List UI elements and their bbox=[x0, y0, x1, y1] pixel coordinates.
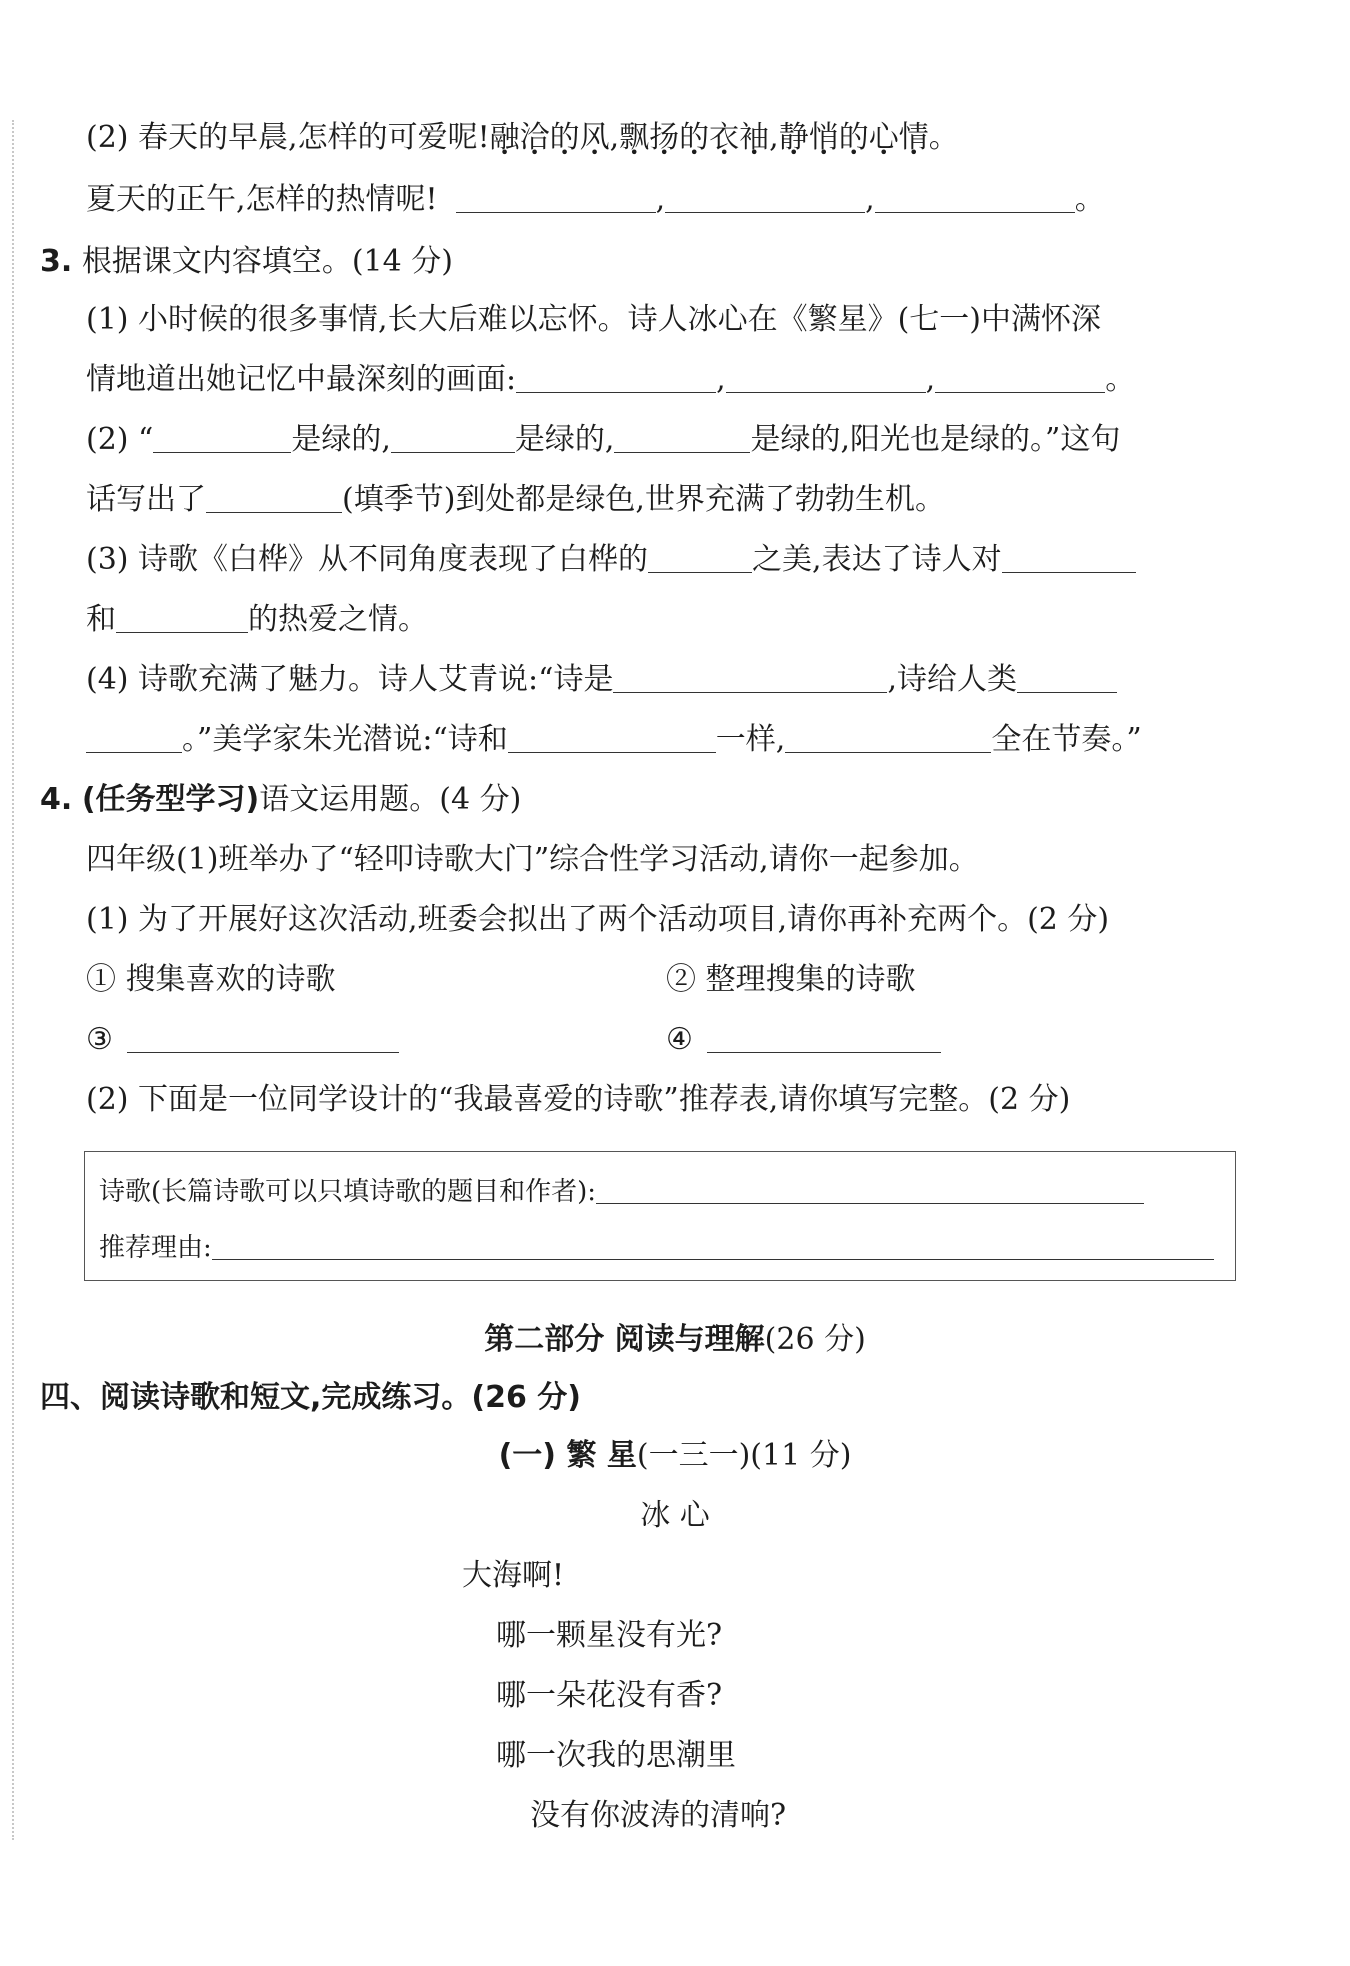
blank[interactable] bbox=[875, 182, 1075, 213]
blank[interactable] bbox=[1017, 662, 1117, 693]
blank[interactable] bbox=[212, 1233, 1214, 1260]
dotted-char: 情 bbox=[898, 120, 929, 155]
blank[interactable] bbox=[648, 542, 752, 573]
blank[interactable] bbox=[613, 662, 887, 693]
q4-item4: ④ bbox=[666, 1018, 941, 1062]
q4-item2: ② 整理搜集的诗歌 bbox=[666, 962, 916, 997]
q4-s1: (1) 为了开展好这次活动,班委会拟出了两个活动项目,请你再补充两个。(2 分) bbox=[86, 902, 1110, 937]
poem-line-2: 哪一颗星没有光? bbox=[496, 1618, 723, 1653]
blank[interactable] bbox=[116, 602, 248, 633]
q3-title: 3. 根据课文内容填空。(14 分) bbox=[40, 244, 453, 279]
blank[interactable] bbox=[508, 722, 716, 753]
blank[interactable] bbox=[86, 722, 182, 753]
q3-p2-b: 话写出了 (填季节)到处都是绿色,世界充满了勃勃生机。 bbox=[86, 482, 945, 517]
blank[interactable] bbox=[785, 722, 991, 753]
dotted-char: 衣 bbox=[709, 120, 740, 155]
recommendation-table bbox=[84, 1151, 1236, 1281]
q4-item3: ③ bbox=[86, 1018, 399, 1062]
blank[interactable] bbox=[127, 1022, 399, 1053]
blank[interactable] bbox=[614, 422, 750, 453]
blank[interactable] bbox=[153, 422, 291, 453]
q3-p1-b: 情地道出她记忆中最深刻的画面: , , 。 bbox=[86, 362, 1136, 397]
poem-line-4: 哪一次我的思潮里 bbox=[496, 1738, 736, 1773]
dotted-char: 悄 bbox=[808, 120, 839, 155]
q4-s2: (2) 下面是一位同学设计的“我最喜爱的诗歌”推荐表,请你填写完整。(2 分) bbox=[86, 1082, 1071, 1117]
dotted-char: 扬 bbox=[649, 120, 680, 155]
poem-line-3: 哪一朵花没有香? bbox=[496, 1678, 723, 1713]
blank[interactable] bbox=[596, 1177, 1144, 1204]
dotted-char: 静 bbox=[778, 120, 809, 155]
dotted-char: 风 bbox=[579, 120, 610, 155]
q3-p4-b: 。”美学家朱光潜说:“诗和 一样, 全在节奏。” bbox=[86, 718, 1142, 762]
sec4-title: 四、阅读诗歌和短文,完成练习。(26 分) bbox=[40, 1380, 582, 1415]
dotted-char: 的 bbox=[838, 120, 869, 155]
dotted-char: 心 bbox=[868, 120, 899, 155]
blank[interactable] bbox=[665, 182, 865, 213]
poem-heading: (一) 繁 星(一三一)(11 分) bbox=[498, 1438, 852, 1473]
dotted-char: , bbox=[609, 120, 620, 155]
blank[interactable] bbox=[206, 482, 342, 513]
margin-dotted-line bbox=[12, 120, 14, 1840]
dotted-char: 飘 bbox=[619, 120, 650, 155]
blank[interactable] bbox=[935, 362, 1105, 393]
q3-p3-a: (3) 诗歌《白桦》从不同角度表现了白桦的 之美,表达了诗人对 bbox=[86, 538, 1136, 582]
part2-title: 第二部分 阅读与理解(26 分) bbox=[484, 1322, 866, 1357]
blank[interactable] bbox=[1002, 542, 1136, 573]
q4-title: 4. (任务型学习)语文运用题。(4 分) bbox=[40, 782, 522, 817]
q3-p1-a: (1) 小时候的很多事情,长大后难以忘怀。诗人冰心在《繁星》(七一)中满怀深 bbox=[86, 302, 1101, 337]
blank[interactable] bbox=[726, 362, 926, 393]
dotted-char: 袖 bbox=[739, 120, 770, 155]
poem-author: 冰 心 bbox=[640, 1498, 710, 1533]
q4-item1: ① 搜集喜欢的诗歌 bbox=[86, 962, 336, 997]
q2-2-line2: 夏天的正午,怎样的热情呢! , , 。 bbox=[86, 182, 1105, 217]
blank[interactable] bbox=[391, 422, 515, 453]
dotted-char: 融 bbox=[489, 120, 520, 155]
box-line-reason: 推荐理由: bbox=[99, 1228, 1214, 1268]
q3-p4-a: (4) 诗歌充满了魅力。诗人艾青说:“诗是 ,诗给人类 bbox=[86, 658, 1117, 702]
poem-line-1: 大海啊! bbox=[462, 1558, 565, 1593]
dotted-char: 的 bbox=[549, 120, 580, 155]
dotted-phrase bbox=[490, 120, 929, 155]
q4-intro: 四年级(1)班举办了“轻叩诗歌大门”综合性学习活动,请你一起参加。 bbox=[86, 842, 979, 877]
dotted-char: , bbox=[769, 120, 779, 155]
q2-2-line1: (2) 春天的早晨,怎样的可爱呢!融洽的风,飘扬的衣袖,静悄的心情。 bbox=[86, 120, 959, 155]
blank[interactable] bbox=[516, 362, 716, 393]
blank[interactable] bbox=[456, 182, 656, 213]
q3-p2-a: (2) “ 是绿的, 是绿的, 是绿的,阳光也是绿的。”这句 bbox=[86, 422, 1121, 457]
poem-line-5: 没有你波涛的清响? bbox=[530, 1798, 787, 1833]
box-line-poem: 诗歌(长篇诗歌可以只填诗歌的题目和作者): bbox=[99, 1172, 1144, 1212]
dotted-char: 洽 bbox=[519, 120, 550, 155]
blank[interactable] bbox=[707, 1022, 941, 1053]
dotted-char: 的 bbox=[679, 120, 710, 155]
q3-p3-b: 和 的热爱之情。 bbox=[86, 602, 428, 637]
